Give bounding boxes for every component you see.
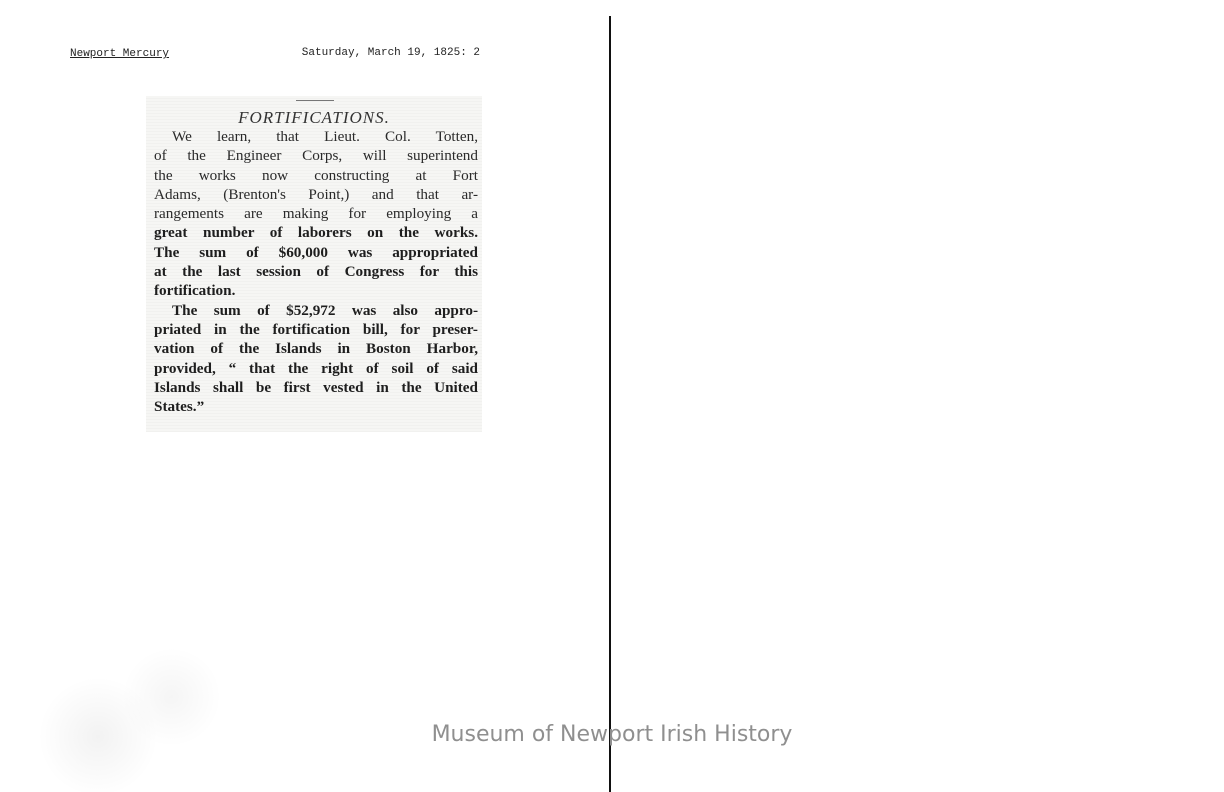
article-body: [154, 127, 478, 416]
article-line: Islands shall be first vested in the United: [154, 378, 478, 396]
article-line: great number of laborers on the works.: [154, 224, 478, 242]
article-line: We learn, that Lieut. Col. Totten,: [172, 128, 478, 145]
article-line: The sum of $52,972 was also appro-: [172, 301, 478, 319]
article-line: at the last session of Congress for this: [154, 263, 478, 281]
page-divider: [609, 16, 611, 792]
museum-watermark: Museum of Newport Irish History: [431, 722, 793, 747]
issue-date-page: Saturday, March 19, 1825: 2: [301, 47, 480, 59]
article-title: FORTIFICATIONS.: [238, 108, 390, 127]
article-line: rangements are making for employing a: [154, 205, 478, 223]
article-line: fortification.: [154, 282, 236, 300]
article-line: The sum of $60,000 was appropriated: [154, 243, 478, 261]
article-line: priated in the fortification bill, for preser-: [154, 320, 478, 338]
article-line: Adams, (Brenton's Point,) and that ar-: [154, 185, 478, 203]
article-line: the works now constructing at Fort: [154, 166, 478, 184]
article-line: vation of the Islands in Boston Harbor,: [154, 340, 478, 358]
newspaper-name: Newport Mercury: [70, 48, 170, 60]
title-rule: [296, 100, 334, 101]
masthead: [70, 47, 480, 63]
article-line: of the Engineer Corps, will superintend: [154, 147, 478, 165]
newspaper-clipping: [146, 96, 482, 432]
article-line: States.”: [154, 398, 205, 416]
article-line: provided, “ that the right of soil of said: [154, 359, 478, 377]
